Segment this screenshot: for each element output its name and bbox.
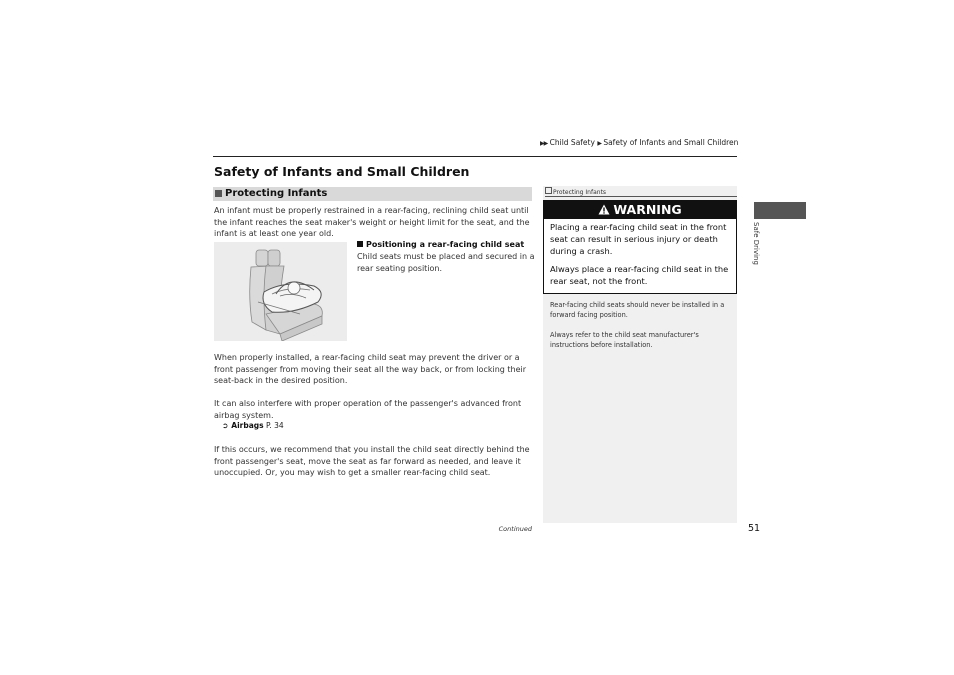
- section-square-icon: [215, 190, 222, 197]
- header-rule: [213, 156, 737, 157]
- note-manufacturer: Always refer to the child seat manufacturer's instructions before installation.: [550, 331, 699, 349]
- intro-paragraph: An infant must be properly restrained in a rear-facing, reclining child seat until the infant reaches the seat maker's weight or height limit for the seat, and the infant is at least one year old.: [214, 206, 530, 238]
- chapter-tab[interactable]: [754, 202, 806, 219]
- note-forward-facing: Rear-facing child seats should never be installed in a forward facing position.: [550, 301, 725, 319]
- subsection-heading: [357, 240, 524, 249]
- subsection-text: Child seats must be placed and secured in a rear seating position.: [357, 252, 535, 273]
- double-arrow-icon: ▶▶: [540, 140, 548, 147]
- child-seat-drawing: [214, 242, 347, 341]
- cross-reference-icon: ➲: [222, 421, 229, 430]
- airbags-cross-reference[interactable]: [222, 421, 284, 430]
- notes-rule: [545, 196, 737, 197]
- warning-triangle-icon: [598, 204, 610, 215]
- chapter-label: [750, 222, 766, 270]
- section-title: Protecting Infants: [225, 188, 328, 199]
- warning-text-rear-seat: Always place a rear-facing child seat in the rear seat, not the front.: [550, 264, 729, 286]
- xref-label: Airbags: [231, 421, 264, 430]
- page-title: Safety of Infants and Small Children: [214, 164, 470, 179]
- notes-header: [545, 187, 606, 196]
- breadcrumb: [540, 138, 737, 147]
- warning-title: WARNING: [613, 202, 682, 217]
- section-header: [213, 187, 532, 201]
- paragraph-installation: When properly installed, a rear-facing child seat may prevent the driver or a front passenger from moving their seat all the way back, or from locking their seat-back in the desired position.: [214, 353, 527, 385]
- continued-label: Continued: [498, 525, 532, 533]
- page-number: 51: [748, 523, 761, 534]
- notes-header-title: Protecting Infants: [553, 189, 607, 196]
- arrow-icon: ▶: [597, 140, 601, 147]
- warning-header: [544, 201, 736, 219]
- note-box-icon: [545, 187, 552, 194]
- xref-page: P. 34: [266, 421, 284, 430]
- chapter-label-text: Safe Driving: [752, 222, 760, 265]
- square-bullet-icon: [357, 241, 363, 247]
- subsection-title: Positioning a rear-facing child seat: [366, 240, 525, 249]
- paragraph-airbag: It can also interfere with proper operation of the passenger's advanced front airbag system.: [214, 399, 522, 420]
- child-seat-illustration: [214, 242, 347, 341]
- warning-text-front-seat: Placing a rear-facing child seat in the front seat can result in serious injury or death during a crash.: [550, 222, 727, 256]
- breadcrumb-child-safety[interactable]: Child Safety: [549, 138, 595, 147]
- paragraph-recommendation: If this occurs, we recommend that you install the child seat directly behind the front passenger's seat, move the seat as far forward as needed, and leave it unoccupied. Or, you may wish to get a smaller rear-facing child seat.: [214, 445, 530, 477]
- warning-box: [543, 200, 737, 294]
- breadcrumb-current[interactable]: Safety of Infants and Small Children: [603, 138, 739, 147]
